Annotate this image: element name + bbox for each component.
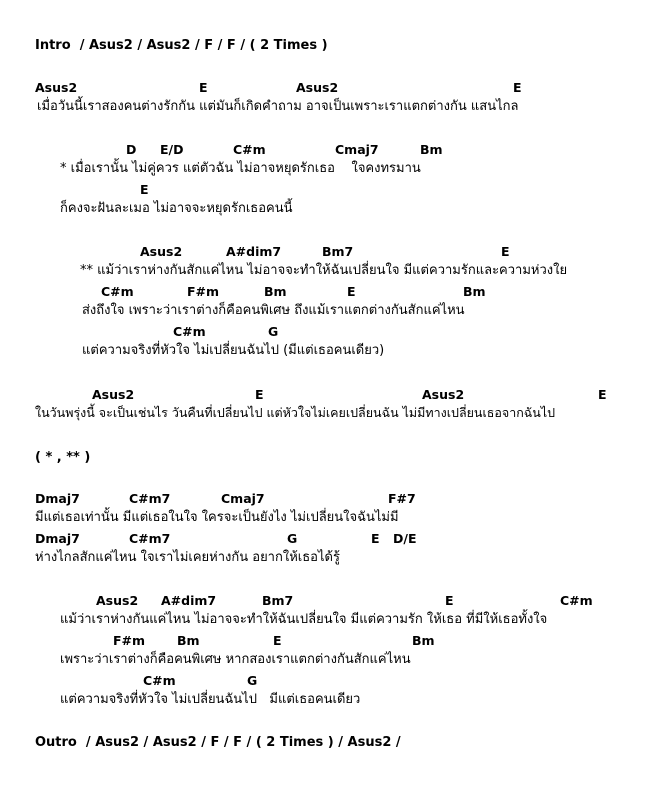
chord: D — [126, 142, 137, 157]
chord: Asus2 — [422, 387, 465, 402]
chord: E — [598, 387, 607, 402]
outro-line: Outro / Asus2 / Asus2 / F / F / ( 2 Times ) / Asus2 / — [35, 735, 401, 750]
lyric-line: ก็คงจะฝันละเมอ ไม่อาจจะหยุดรักเธอคนนี้ — [60, 201, 293, 216]
chord: Asus2 — [35, 80, 78, 95]
chord: A#dim7 — [161, 593, 217, 608]
lyric-line: ส่งถึงใจ เพราะว่าเราต่างก็คือคนพิเศษ ถึงแม้เราแตกต่างกันสักแค่ไหน — [82, 303, 465, 318]
chord: Cmaj7 — [221, 491, 265, 506]
chord: A#dim7 — [226, 244, 282, 259]
chord: C#m — [173, 324, 206, 339]
chord: C#m7 — [129, 531, 171, 546]
chord: Dmaj7 — [35, 491, 80, 506]
chord: F#7 — [388, 491, 416, 506]
chord: E — [513, 80, 522, 95]
chord: E — [347, 284, 356, 299]
chord: Asus2 — [296, 80, 339, 95]
chord: Cmaj7 — [335, 142, 379, 157]
chord: E — [371, 531, 380, 546]
lyric-line: ** แม้ว่าเราห่างกันสักแค่ไหน ไม่อาจจะทำให้ฉันเปลี่ยนใจ มีแต่ความรักและความห่วงใย — [80, 263, 568, 278]
chord: Bm — [264, 284, 287, 299]
chord: E — [273, 633, 282, 648]
chord: E/D — [160, 142, 184, 157]
chord: G — [247, 673, 258, 688]
intro-line: Intro / Asus2 / Asus2 / F / F / ( 2 Times ) — [35, 38, 328, 53]
chord: E — [445, 593, 454, 608]
lyric-line: เพราะว่าเราต่างก็คือคนพิเศษ หากสองเราแตกต่างกันสักแค่ไหน — [60, 652, 411, 667]
chord: Bm — [463, 284, 486, 299]
chord: C#m — [560, 593, 593, 608]
chord: F#m — [187, 284, 220, 299]
chord: Asus2 — [92, 387, 135, 402]
chord: C#m — [143, 673, 176, 688]
lyric-line: เมื่อวันนี้เราสองคนต่างรักกัน แต่มันก็เกิดคำถาม อาจเป็นเพราะเราแตกต่างกัน แสนไกล — [37, 99, 519, 114]
chord: F#m — [113, 633, 146, 648]
lyric-line: แม้ว่าเราห่างกันแค่ไหน ไม่อาจจะทำให้ฉันเปลี่ยนใจ มีแต่ความรัก ให้เธอ ที่มีให้เธอทั้งใจ — [60, 612, 548, 627]
chord: G — [287, 531, 298, 546]
chord: Bm — [412, 633, 435, 648]
chord: Bm — [177, 633, 200, 648]
chord: Bm7 — [322, 244, 354, 259]
lyric-line: แต่ความจริงที่หัวใจ ไม่เปลี่ยนฉันไป (มีแต่เธอคนเดียว) — [82, 343, 385, 358]
lyric-line: มีแต่เธอเท่านั้น มีแต่เธอในใจ ใครจะเป็นยังไง ไม่เปลี่ยนใจฉันไม่มี — [35, 510, 399, 525]
chord: E — [140, 182, 149, 197]
lyric-line: ห่างไกลสักแค่ไหน ใจเราไม่เคยห่างกัน อยากให้เธอได้รู้ — [35, 550, 340, 565]
chord: Bm — [420, 142, 443, 157]
chord: Dmaj7 — [35, 531, 80, 546]
chord: Bm7 — [262, 593, 294, 608]
chord: E — [501, 244, 510, 259]
chord: E — [199, 80, 208, 95]
lyric-line: ในวันพรุ่งนี้ จะเป็นเช่นไร วันคืนที่เปลี่ยนไป แต่หัวใจไม่เคยเปลี่ยนฉัน ไม่มีทางเปลี่ยนเธอจากฉันไป — [35, 405, 556, 420]
chord: E — [255, 387, 264, 402]
lyric-line: แต่ความจริงที่หัวใจ ไม่เปลี่ยนฉันไป มีแต่เธอคนเดียว — [60, 692, 361, 707]
chord: D/E — [393, 531, 417, 546]
chord: C#m — [233, 142, 266, 157]
chord: G — [268, 324, 279, 339]
chord: C#m7 — [129, 491, 171, 506]
lyric-line: * เมื่อเรานั้น ไม่คู่ควร แต่ตัวฉัน ไม่อาจหยุดรักเธอ ใจคงทรมาน — [60, 161, 421, 176]
chord: C#m — [101, 284, 134, 299]
repeat-marker: ( * , ** ) — [35, 450, 91, 465]
chord: Asus2 — [96, 593, 139, 608]
chord: Asus2 — [140, 244, 183, 259]
